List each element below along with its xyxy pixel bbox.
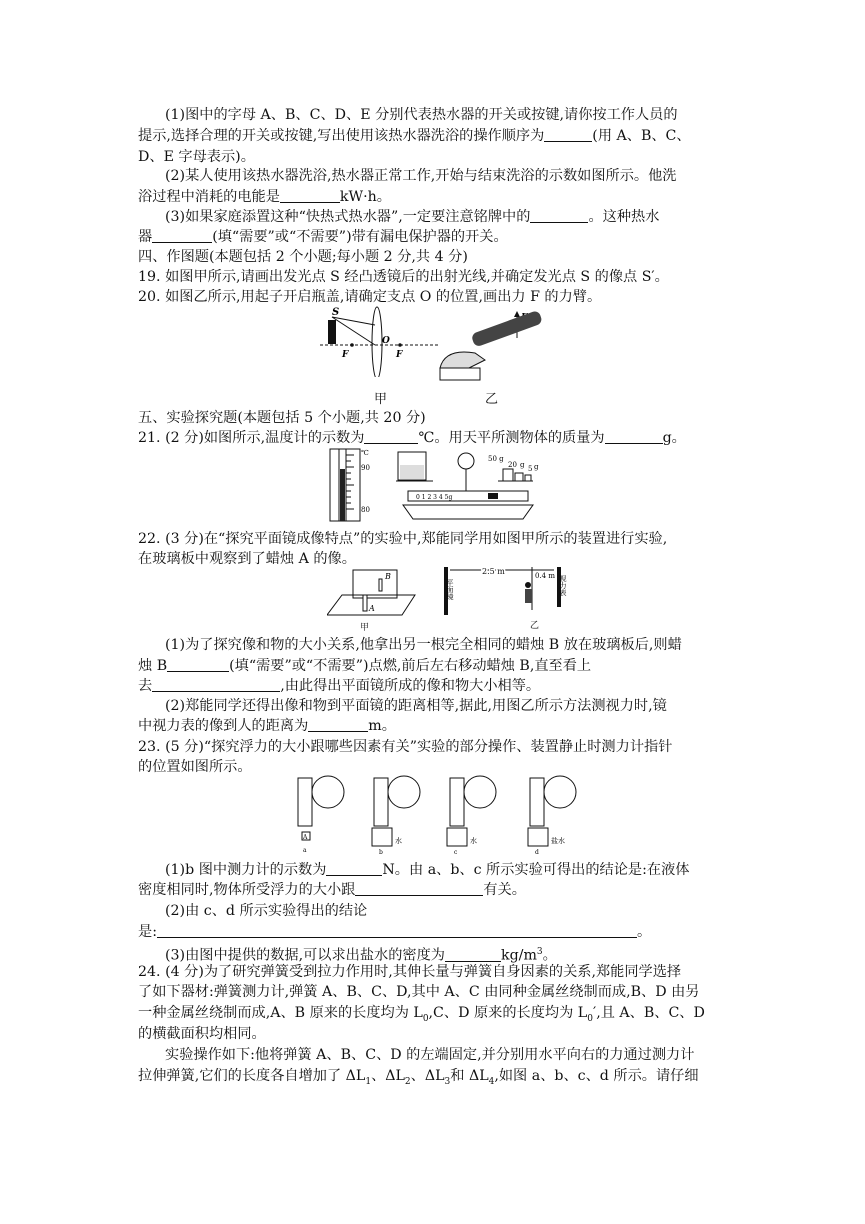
q18-part1-line1: (1)图中的字母 A、B、C、D、E 分别代表热水器的开关或按键,请你按工作人员的 bbox=[165, 107, 678, 123]
object-a-label: A bbox=[303, 834, 308, 841]
weight-50g: 50 g bbox=[488, 455, 504, 463]
q18-part1-line3: D、E 字母表示)。 bbox=[138, 149, 255, 165]
q22-part1-line2: 烛 B (填“需要”或“不需要”)点燃,前后左右移动蜡烛 B,直至看上 bbox=[138, 658, 592, 674]
answer-blank[interactable] bbox=[326, 861, 382, 876]
balance-figure bbox=[388, 447, 543, 527]
q24-text-line6: 拉伸弹簧,它们的长度各自增加了 $\Delta L_1$、$\Delta L_2$、$\Delta L_3$和 $\Delta L_4$,如图 a、b、c、d 所示。请仔细 bbox=[138, 1068, 699, 1087]
q18-part2-line2: 浴过程中消耗的电能是 kW·h。 bbox=[138, 189, 391, 205]
person-icon bbox=[525, 582, 531, 588]
answer-blank[interactable] bbox=[157, 923, 637, 938]
q22-part2-line1: (2)郑能同学还得出像和物到平面镜的距离相等,据此,用图乙所示方法测视力时,镜 bbox=[165, 698, 667, 714]
weight-5: 5 bbox=[528, 465, 533, 473]
scale-c bbox=[447, 776, 496, 855]
scale-a bbox=[298, 776, 344, 854]
q22-part1-line1: (1)为了探究像和物的大小关系,他拿出另一根完全相同的蜡烛 B 放在玻璃板后,则蜡 bbox=[165, 637, 682, 653]
spring-scale-figure bbox=[292, 770, 597, 855]
caption-jia: 甲 bbox=[374, 392, 388, 407]
weight-20-unit: g bbox=[520, 461, 525, 469]
q18-part3-line1: (3)如果家庭添置这种“快热式热水器”,一定要注意铭牌中的 。这种热水 bbox=[165, 209, 660, 225]
chart-label: 视力表 bbox=[559, 575, 567, 596]
q24-text-line4: 的横截面积均相同。 bbox=[138, 1026, 266, 1042]
q22-text-line2: 在玻璃板中观察到了蜡烛 A 的像。 bbox=[138, 551, 356, 567]
scale-b bbox=[372, 776, 420, 855]
convex-lens-figure bbox=[320, 305, 440, 377]
q22-part2-line2: 中视力表的像到人的距离为 m。 bbox=[138, 718, 396, 734]
label-a: A bbox=[369, 604, 375, 613]
answer-blank[interactable] bbox=[605, 429, 663, 444]
answer-blank[interactable] bbox=[364, 429, 418, 444]
plane-mirror-figure bbox=[327, 565, 417, 620]
label-o: O bbox=[382, 336, 390, 346]
unit-label: ℃ bbox=[361, 449, 369, 457]
water-label-b: 水 bbox=[395, 837, 402, 845]
q23-text-line2: 的位置如图所示。 bbox=[138, 759, 252, 775]
label-c: c bbox=[454, 849, 458, 855]
candle-icon bbox=[328, 320, 336, 344]
beam-scale: 0 1 2 3 4 5g bbox=[416, 494, 453, 501]
eye-test-figure bbox=[442, 565, 592, 620]
q23-part1-line1: (1)b 图中测力计的示数为 N。由 a、b、c 所示实验可得出的结论是:在液体 bbox=[165, 862, 690, 878]
answer-blank[interactable] bbox=[445, 947, 501, 962]
answer-blank[interactable] bbox=[308, 717, 368, 732]
weight-20: 20 bbox=[508, 461, 517, 469]
label-f1: F bbox=[342, 350, 349, 360]
label-d: d bbox=[535, 849, 539, 855]
q20-text: 20. 如图乙所示,用起子开启瓶盖,请确定支点 O 的位置,画出力 F 的力臂。 bbox=[138, 289, 602, 305]
q23-part2-line1: (2)由 c、d 所示实验得出的结论 bbox=[165, 903, 368, 919]
q23-part1-line2: 密度相同时,物体所受浮力的大小跟 有关。 bbox=[138, 882, 526, 898]
candle-b-icon bbox=[379, 579, 382, 591]
tick-90: 90 bbox=[361, 464, 370, 472]
q24-text-line3: 一种金属丝绕制而成,A、B 原来的长度均为 $L_0,C$、D 原来的长度均为 $L_0'$,且 A、B、C、D bbox=[138, 1005, 705, 1024]
caption-mirror-yi: 乙 bbox=[530, 621, 540, 631]
candle-a-icon bbox=[363, 595, 367, 611]
q23-text-line1: 23. (5 分)“探究浮力的大小跟哪些因素有关”实验的部分操作、装置静止时测力计指针 bbox=[138, 739, 673, 755]
q23-part2-line2: 是: 。 bbox=[138, 924, 652, 940]
caption-mirror-jia: 甲 bbox=[360, 623, 370, 633]
q22-part1-line3: 去 ,由此得出平面镜所成的像和物大小相等。 bbox=[138, 678, 541, 694]
q19-text: 19. 如图甲所示,请画出发光点 S 经凸透镜后的出射光线,并确定发光点 S 的像点 S′。 bbox=[138, 269, 669, 285]
water-label-c: 水 bbox=[470, 837, 477, 845]
weight-5-unit: g bbox=[534, 463, 539, 471]
hand-icon bbox=[440, 352, 485, 370]
q22-text-line1: 22. (3 分)在“探究平面镜成像特点”的实验中,郑能同学用如图甲所示的装置进行实验, bbox=[138, 531, 668, 547]
q21-text: 21. (2 分)如图所示,温度计的示数为 ℃。用天平所测物体的质量为 g。 bbox=[138, 430, 686, 446]
q24-text-line5: 实验操作如下:他将弹簧 A、B、C、D 的左端固定,并分别用水平向右的力通过测力计 bbox=[165, 1047, 695, 1063]
label-f2: F bbox=[396, 350, 403, 360]
bottle-opener-figure bbox=[435, 308, 550, 383]
caption-yi: 乙 bbox=[485, 392, 499, 407]
label-s: S bbox=[332, 307, 340, 318]
label-b: B bbox=[385, 572, 391, 581]
q18-part3-line2: 器 (填“需要”或“不需要”)带有漏电保护器的开关。 bbox=[138, 229, 508, 245]
mirror-label: 平面镜 bbox=[446, 579, 454, 600]
answer-blank[interactable] bbox=[152, 228, 212, 243]
distance-0-4m: 0.4 m bbox=[535, 572, 555, 580]
answer-blank[interactable] bbox=[544, 127, 592, 142]
answer-blank[interactable] bbox=[152, 677, 280, 692]
q23-part3-line1: (3)由图中提供的数据,可以求出盐水的密度为 $kg/m^3$。 bbox=[165, 947, 557, 964]
answer-blank[interactable] bbox=[530, 208, 588, 223]
section-5-heading: 五、实验探究题(本题包括 5 个小题,共 20 分) bbox=[138, 410, 426, 426]
thermometer-figure bbox=[325, 447, 375, 522]
answer-blank[interactable] bbox=[280, 188, 340, 203]
q18-part1-line2: 提示,选择合理的开关或按键,写出使用该热水器洗浴的操作顺序为 (用 A、B、C、 bbox=[138, 128, 691, 144]
answer-blank[interactable] bbox=[167, 657, 229, 672]
tick-80: 80 bbox=[361, 506, 370, 514]
q24-text-line1: 24. (4 分)为了研究弹簧受到拉力作用时,其伸长量与弹簧自身因素的关系,郑能同学选择 bbox=[138, 964, 682, 980]
distance-2-5m: 2.5 m bbox=[482, 567, 505, 576]
scale-d bbox=[528, 776, 576, 855]
q24-text-line2: 了如下器材:弹簧测力计,弹簧 A、B、C、D,其中 A、C 由同种金属丝绕制而成,B、D 由另 bbox=[138, 984, 700, 1000]
label-a: a bbox=[303, 847, 307, 854]
section-4-heading: 四、作图题(本题包括 2 个小题;每小题 2 分,共 4 分) bbox=[138, 249, 468, 265]
label-b: b bbox=[379, 849, 383, 855]
brine-label: 盐水 bbox=[551, 837, 565, 845]
answer-blank[interactable] bbox=[355, 881, 483, 896]
q18-part2-line1: (2)某人使用该热水器洗浴,热水器正常工作,开始与结束洗浴的示数如图所示。他洗 bbox=[165, 168, 677, 184]
